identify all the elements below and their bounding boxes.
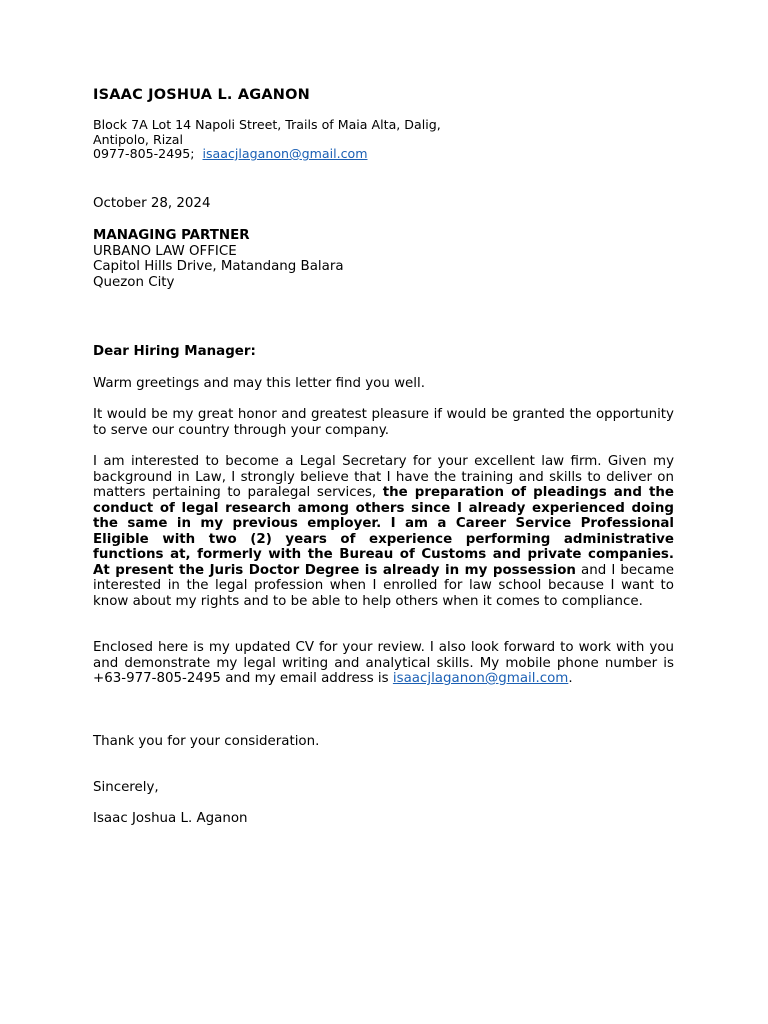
closing-line: Sincerely, bbox=[93, 780, 159, 795]
paragraph-qualifications-text1: I am interested to become a Legal Secretary for your excellent law firm. Given my background in Law, I strongly believe that I have the training and skills to deliver on matters pertaining to paralegal services, bbox=[93, 454, 674, 500]
paragraph-enclosure bbox=[93, 640, 674, 687]
paragraph-qualifications-bold: the preparation of pleadings and the conduct of legal research among others since I already experienced doing the same in my previous employer. I am a Career Service Professional Eligible with two (2) years of experience performing administrative functions at, formerly with the Bureau of Customs and private companies. At present the Juris Doctor Degree is already in my possession bbox=[93, 485, 674, 578]
sender-phone-email-line bbox=[93, 147, 513, 162]
recipient-city: Quezon City bbox=[93, 274, 175, 290]
sender-address-line2: Antipolo, Rizal bbox=[93, 131, 184, 147]
sender-email-link[interactable]: isaacjlaganon@gmail.com bbox=[202, 146, 368, 161]
recipient-block bbox=[93, 228, 344, 290]
paragraph-qualifications bbox=[93, 454, 674, 609]
paragraph-honor: It would be my great honor and greatest pleasure if would be granted the opportunity to serve our country through your company. bbox=[93, 407, 674, 438]
recipient-street: Capitol Hills Drive, Matandang Balara bbox=[93, 259, 344, 274]
salutation: Dear Hiring Manager: bbox=[93, 344, 256, 359]
thanks-line: Thank you for your consideration. bbox=[93, 734, 320, 749]
sender-contact-block bbox=[93, 118, 513, 162]
sender-phone: 0977-805-2495; bbox=[93, 146, 195, 161]
recipient-office: URBANO LAW OFFICE bbox=[93, 243, 237, 259]
signature-name: Isaac Joshua L. Aganon bbox=[93, 811, 248, 826]
sender-name: ISAAC JOSHUA L. AGANON bbox=[93, 87, 311, 103]
enclosure-email-link[interactable]: isaacjlaganon@gmail.com bbox=[392, 671, 569, 686]
paragraph-greeting: Warm greetings and may this letter find you well. bbox=[93, 376, 425, 391]
paragraph-qualifications-text2: and I became interested in the legal profession when I enrolled for law school because I want to know about my rights and to be able to help others when it comes to compliance. bbox=[93, 562, 674, 609]
paragraph-enclosure-end: . bbox=[568, 671, 573, 686]
letter-date: October 28, 2024 bbox=[93, 196, 211, 211]
recipient-title: MANAGING PARTNER bbox=[93, 228, 250, 243]
paragraph-enclosure-text: Enclosed here is my updated CV for your review. I also look forward to work with you and demonstrate my legal writing and analytical skills. My mobile phone number is +63-977-805-2495 and my email address is bbox=[93, 640, 674, 686]
sender-address-line1: Block 7A Lot 14 Napoli Street, Trails of Maia Alta, Dalig, bbox=[93, 117, 441, 132]
